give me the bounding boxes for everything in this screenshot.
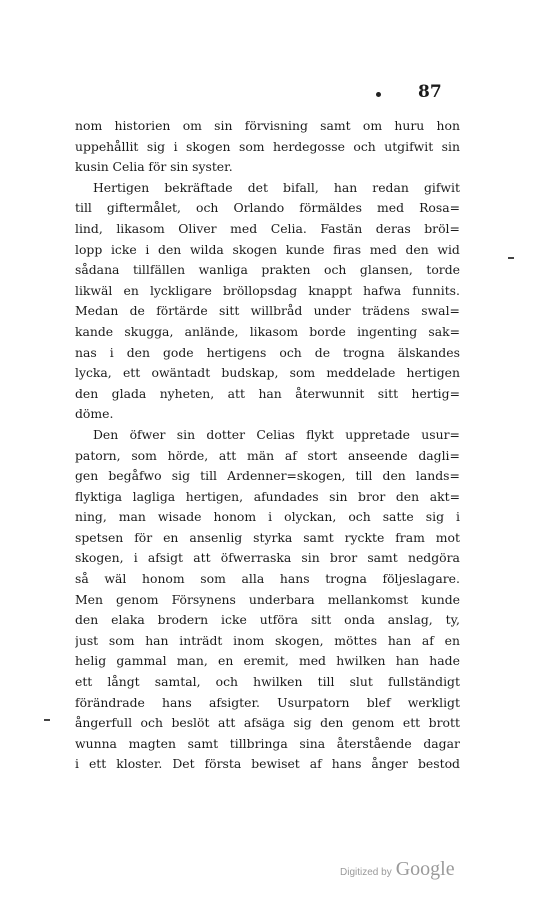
- word: dagar: [423, 735, 460, 751]
- text-line: [75, 548, 460, 569]
- word: samt: [303, 529, 334, 545]
- word: ett: [88, 756, 107, 772]
- text-line: [75, 260, 460, 281]
- word: bifall,: [283, 179, 319, 195]
- word: och: [348, 509, 371, 525]
- word: icke: [221, 612, 247, 628]
- word: sig: [146, 138, 166, 154]
- word: första: [204, 756, 242, 772]
- text-line: [75, 487, 460, 508]
- word: elaka: [111, 612, 145, 628]
- word: Ardenner=skogen,: [227, 468, 346, 484]
- word: Oliver: [178, 220, 217, 236]
- word: om: [182, 118, 202, 133]
- text-line: [75, 281, 460, 302]
- text-line: [75, 219, 460, 240]
- word: kunde: [285, 241, 325, 257]
- word: glansen,: [359, 262, 413, 278]
- word: Medan: [75, 303, 119, 319]
- word: hertigen,: [185, 488, 244, 504]
- word: för: [134, 529, 153, 545]
- word: utgifwit: [384, 138, 434, 154]
- word: den: [405, 241, 429, 257]
- word: kusin: [75, 159, 109, 175]
- text-line: [75, 384, 460, 405]
- text-line: [75, 301, 460, 322]
- word: werkligt: [407, 694, 460, 710]
- word: sin: [214, 118, 233, 133]
- word: att: [227, 385, 246, 401]
- word: lands=: [415, 468, 460, 484]
- word: trogna: [325, 571, 367, 587]
- word: gen: [75, 468, 99, 484]
- word: man: [118, 509, 146, 525]
- word: nas: [75, 344, 97, 360]
- word: anslag,: [387, 612, 433, 628]
- word: gode: [162, 344, 194, 360]
- word: gifwit: [423, 179, 460, 195]
- word: lopp: [75, 241, 103, 257]
- word: knappt: [308, 282, 353, 298]
- word: afundades: [253, 488, 319, 504]
- word: likasom: [116, 220, 165, 236]
- word: till: [355, 468, 373, 484]
- word: af: [421, 632, 434, 648]
- word: lagliga: [132, 488, 176, 504]
- word: och: [196, 200, 219, 216]
- word: wisade: [157, 509, 202, 525]
- word: kloster.: [116, 756, 163, 772]
- word: sig: [425, 509, 445, 525]
- word: bröllopsdag: [222, 282, 298, 298]
- word: det: [247, 179, 268, 195]
- word: nom: [75, 118, 103, 133]
- word: män: [247, 447, 275, 463]
- word: ansenlig: [189, 529, 243, 545]
- word: skugga,: [124, 323, 174, 339]
- word: afsäga: [243, 715, 285, 731]
- word: glada: [111, 385, 147, 401]
- word: den: [158, 241, 182, 257]
- word: med: [377, 200, 405, 216]
- word: och: [323, 262, 347, 278]
- word: följeslagare.: [382, 571, 460, 587]
- word: anseende: [347, 447, 408, 463]
- text-line: [75, 404, 460, 425]
- word: trädens: [362, 303, 410, 319]
- word: som: [131, 447, 157, 463]
- word: ett: [402, 715, 421, 731]
- word: kande: [75, 323, 114, 339]
- word: Men: [75, 591, 103, 607]
- word: med: [230, 220, 258, 236]
- word: wäl: [104, 571, 127, 587]
- word: brott: [428, 715, 460, 731]
- word: Det: [172, 756, 195, 772]
- word: brodern: [157, 612, 209, 628]
- word: eremit,: [243, 653, 289, 669]
- word: nyheten,: [159, 385, 215, 401]
- word: herdegosse: [273, 138, 345, 154]
- word: öfwerraska: [220, 550, 292, 566]
- word: hade: [429, 653, 460, 669]
- word: om: [362, 118, 383, 133]
- text-line: [75, 590, 460, 611]
- word: deras: [375, 220, 411, 236]
- word: älskandes: [397, 344, 460, 360]
- word: till: [200, 468, 218, 484]
- word: flyktiga: [75, 488, 123, 504]
- word: uppehållit: [75, 138, 139, 154]
- word: dotter: [206, 426, 246, 442]
- word: de: [129, 303, 145, 319]
- word: onda: [344, 612, 375, 628]
- word: sin: [176, 426, 196, 442]
- text-line: [75, 240, 460, 261]
- word: helig: [75, 653, 107, 669]
- word: just: [75, 632, 99, 648]
- text-line: [75, 425, 460, 446]
- word: ånger: [371, 756, 408, 772]
- word: hwilken: [253, 674, 303, 690]
- word: uppretade: [345, 426, 410, 442]
- word: hafwa: [363, 282, 402, 298]
- word: icke: [110, 241, 137, 257]
- word: den: [126, 344, 150, 360]
- text-line: [75, 610, 460, 631]
- word: en: [163, 529, 179, 545]
- word: wilda: [189, 241, 224, 257]
- word: han: [395, 653, 420, 669]
- word: i: [133, 550, 138, 566]
- word: flykt: [306, 426, 334, 442]
- text-line: [75, 651, 460, 672]
- word: sin: [441, 138, 460, 154]
- body-text: [75, 116, 460, 775]
- word: blef: [366, 694, 391, 710]
- word: Den: [93, 426, 119, 442]
- word: dagli=: [418, 447, 460, 463]
- word: budskap,: [221, 365, 279, 381]
- word: bröl=: [424, 220, 460, 236]
- word: bekräftade: [164, 179, 233, 195]
- margin-mark: [44, 719, 50, 721]
- text-line: [75, 734, 460, 755]
- word: bewiset: [251, 756, 300, 772]
- word: afsigt: [147, 550, 184, 566]
- word: stort: [307, 447, 338, 463]
- text-line: [75, 754, 460, 775]
- word: af: [309, 756, 322, 772]
- word: torde: [426, 262, 460, 278]
- word: magten: [128, 735, 176, 751]
- word: i: [456, 509, 460, 525]
- margin-mark: [508, 257, 514, 259]
- word: ingenting: [357, 323, 418, 339]
- word: tillbringa: [229, 735, 288, 751]
- word: bestod: [417, 756, 460, 772]
- word: hertigens: [206, 344, 267, 360]
- print-dot: [376, 92, 381, 97]
- word: ryckte: [344, 529, 385, 545]
- word: återwunnit: [295, 385, 365, 401]
- word: beslöt: [171, 715, 210, 731]
- text-line: [75, 693, 460, 714]
- word: återstående: [336, 735, 412, 751]
- word: sin: [301, 550, 320, 566]
- word: owäntadt: [151, 365, 211, 381]
- word: wunna: [75, 735, 117, 751]
- word: öfwer: [129, 426, 166, 442]
- word: ångerfull: [75, 715, 133, 731]
- word: begåfwo: [108, 468, 162, 484]
- word: alla: [241, 571, 265, 587]
- word: att: [217, 715, 236, 731]
- word: och: [353, 138, 376, 154]
- word: Celia.: [270, 220, 307, 236]
- word: hertig=: [411, 385, 460, 401]
- word: i: [75, 756, 79, 772]
- word: i: [145, 241, 150, 257]
- word: Usurpatorn: [277, 694, 350, 710]
- word: ett: [75, 674, 93, 690]
- word: Hertigen: [93, 179, 150, 195]
- word: willbråd: [250, 303, 303, 319]
- google-watermark: [340, 858, 455, 881]
- word: en: [123, 282, 139, 298]
- word: wid: [437, 241, 460, 257]
- word: fram: [395, 529, 425, 545]
- word: samtal,: [154, 674, 201, 690]
- text-line: [75, 137, 460, 158]
- page-number: 87: [418, 82, 442, 102]
- word: samt: [187, 735, 219, 751]
- word: sitt: [219, 303, 240, 319]
- word: spetsen: [75, 529, 124, 545]
- word: historien: [114, 118, 171, 133]
- word: och: [215, 674, 239, 690]
- word: att: [218, 447, 237, 463]
- text-line: [75, 528, 460, 549]
- word: hans: [279, 571, 310, 587]
- word: likwäl: [75, 282, 113, 298]
- word: borde: [309, 323, 346, 339]
- word: kunde: [421, 591, 460, 607]
- text-line: [75, 322, 460, 343]
- word: utföra: [259, 612, 299, 628]
- word: sig: [171, 468, 191, 484]
- word: som: [289, 365, 316, 381]
- word: satte: [382, 509, 414, 525]
- word: lycka,: [75, 365, 112, 381]
- word: förvisning: [244, 118, 308, 133]
- word: skogen: [185, 138, 231, 154]
- word: giftermålet,: [106, 200, 181, 216]
- word: anlände,: [184, 323, 239, 339]
- word: meddelade: [326, 365, 396, 381]
- word: trogna: [343, 344, 385, 360]
- word: huru: [394, 118, 425, 133]
- word: genom: [351, 715, 395, 731]
- word: lyckligare: [149, 282, 212, 298]
- word: skogen: [232, 241, 278, 257]
- text-line: [75, 363, 460, 384]
- word: Fastän: [320, 220, 363, 236]
- word: olyckan,: [284, 509, 337, 525]
- word: fullständigt: [387, 674, 460, 690]
- word: sak=: [428, 323, 460, 339]
- word: man,: [176, 653, 208, 669]
- word: styrka: [253, 529, 293, 545]
- text-line: [75, 116, 460, 137]
- word: långt: [107, 674, 140, 690]
- word: den: [320, 715, 344, 731]
- word: en: [444, 632, 460, 648]
- word: afsigter.: [208, 694, 260, 710]
- word: likasom: [249, 323, 299, 339]
- word: skogen,: [75, 550, 124, 566]
- word: hörde,: [167, 447, 209, 463]
- word: hon: [436, 118, 460, 133]
- word: till: [75, 200, 92, 216]
- word: ning,: [75, 509, 107, 525]
- word: sina: [299, 735, 326, 751]
- word: akt=: [429, 488, 460, 504]
- word: Celias: [256, 426, 295, 442]
- word: bror: [358, 488, 386, 504]
- text-line: [75, 343, 460, 364]
- text-line: [75, 157, 460, 178]
- word: i: [173, 138, 178, 154]
- word: de: [314, 344, 331, 360]
- word: i: [109, 344, 114, 360]
- word: hans: [331, 756, 362, 772]
- text-line: [75, 466, 460, 487]
- word: funnits.: [412, 282, 460, 298]
- word: att: [193, 550, 211, 566]
- word: nedgöra: [407, 550, 460, 566]
- word: sin: [329, 488, 348, 504]
- word: bror: [329, 550, 358, 566]
- word: med: [298, 653, 326, 669]
- word: hans: [162, 694, 192, 710]
- text-line: [75, 569, 460, 590]
- text-line: [75, 178, 460, 199]
- word: usur=: [421, 426, 460, 442]
- word: och: [140, 715, 163, 731]
- text-line: [75, 713, 460, 734]
- word: hwilken: [336, 653, 386, 669]
- word: under: [313, 303, 351, 319]
- word: sin: [170, 159, 189, 175]
- word: mellankomst: [327, 591, 409, 607]
- word: underbara: [248, 591, 315, 607]
- word: han: [145, 632, 169, 648]
- word: syster.: [192, 159, 233, 175]
- word: den: [395, 488, 420, 504]
- word: inom: [233, 632, 265, 648]
- word: wanliga: [198, 262, 248, 278]
- word: samt: [320, 118, 351, 133]
- word: döme.: [75, 406, 114, 422]
- text-line: [75, 631, 460, 652]
- word: som: [108, 632, 135, 648]
- word: sitt: [310, 612, 332, 628]
- word: han: [333, 179, 358, 195]
- word: sådana: [75, 262, 120, 278]
- word: han: [387, 632, 412, 648]
- word: så: [75, 571, 89, 587]
- word: förtärde: [156, 303, 208, 319]
- word: tillfällen: [132, 262, 186, 278]
- word: lind,: [75, 220, 103, 236]
- word: Rosa=: [419, 200, 460, 216]
- text-line: [75, 446, 460, 467]
- word: inträdt: [179, 632, 223, 648]
- word: patorn,: [75, 447, 121, 463]
- watermark-prefix: Digitized by: [340, 867, 392, 878]
- text-line: [75, 198, 460, 219]
- word: som: [200, 571, 226, 587]
- word: hertigen: [406, 365, 460, 381]
- word: Orlando: [233, 200, 285, 216]
- word: skogen,: [275, 632, 324, 648]
- word: gammal: [116, 653, 167, 669]
- word: den: [382, 468, 406, 484]
- word: möttes: [334, 632, 378, 648]
- word: den: [75, 612, 99, 628]
- word: mot: [435, 529, 460, 545]
- word: slut: [349, 674, 373, 690]
- word: den: [75, 385, 99, 401]
- word: ty,: [445, 612, 460, 628]
- word: Celia: [112, 159, 145, 175]
- word: sig: [293, 715, 312, 731]
- text-line: [75, 507, 460, 528]
- word: sitt: [377, 385, 399, 401]
- word: Försynens: [171, 591, 236, 607]
- word: med: [369, 241, 397, 257]
- word: honom: [213, 509, 257, 525]
- word: firas: [333, 241, 362, 257]
- word: genom: [116, 591, 159, 607]
- word: förändrade: [75, 694, 145, 710]
- word: swal=: [421, 303, 460, 319]
- word: prakten: [261, 262, 311, 278]
- word: af: [284, 447, 297, 463]
- word: redan: [372, 179, 409, 195]
- word: samt: [367, 550, 398, 566]
- word: i: [268, 509, 273, 525]
- word: han: [258, 385, 282, 401]
- word: för: [148, 159, 167, 175]
- google-logo: Google: [395, 858, 455, 880]
- word: honom: [142, 571, 185, 587]
- text-line: [75, 672, 460, 693]
- word: en: [218, 653, 234, 669]
- word: till: [317, 674, 335, 690]
- word: ett: [122, 365, 141, 381]
- word: och: [279, 344, 302, 360]
- word: förmäldes: [299, 200, 362, 216]
- word: som: [238, 138, 265, 154]
